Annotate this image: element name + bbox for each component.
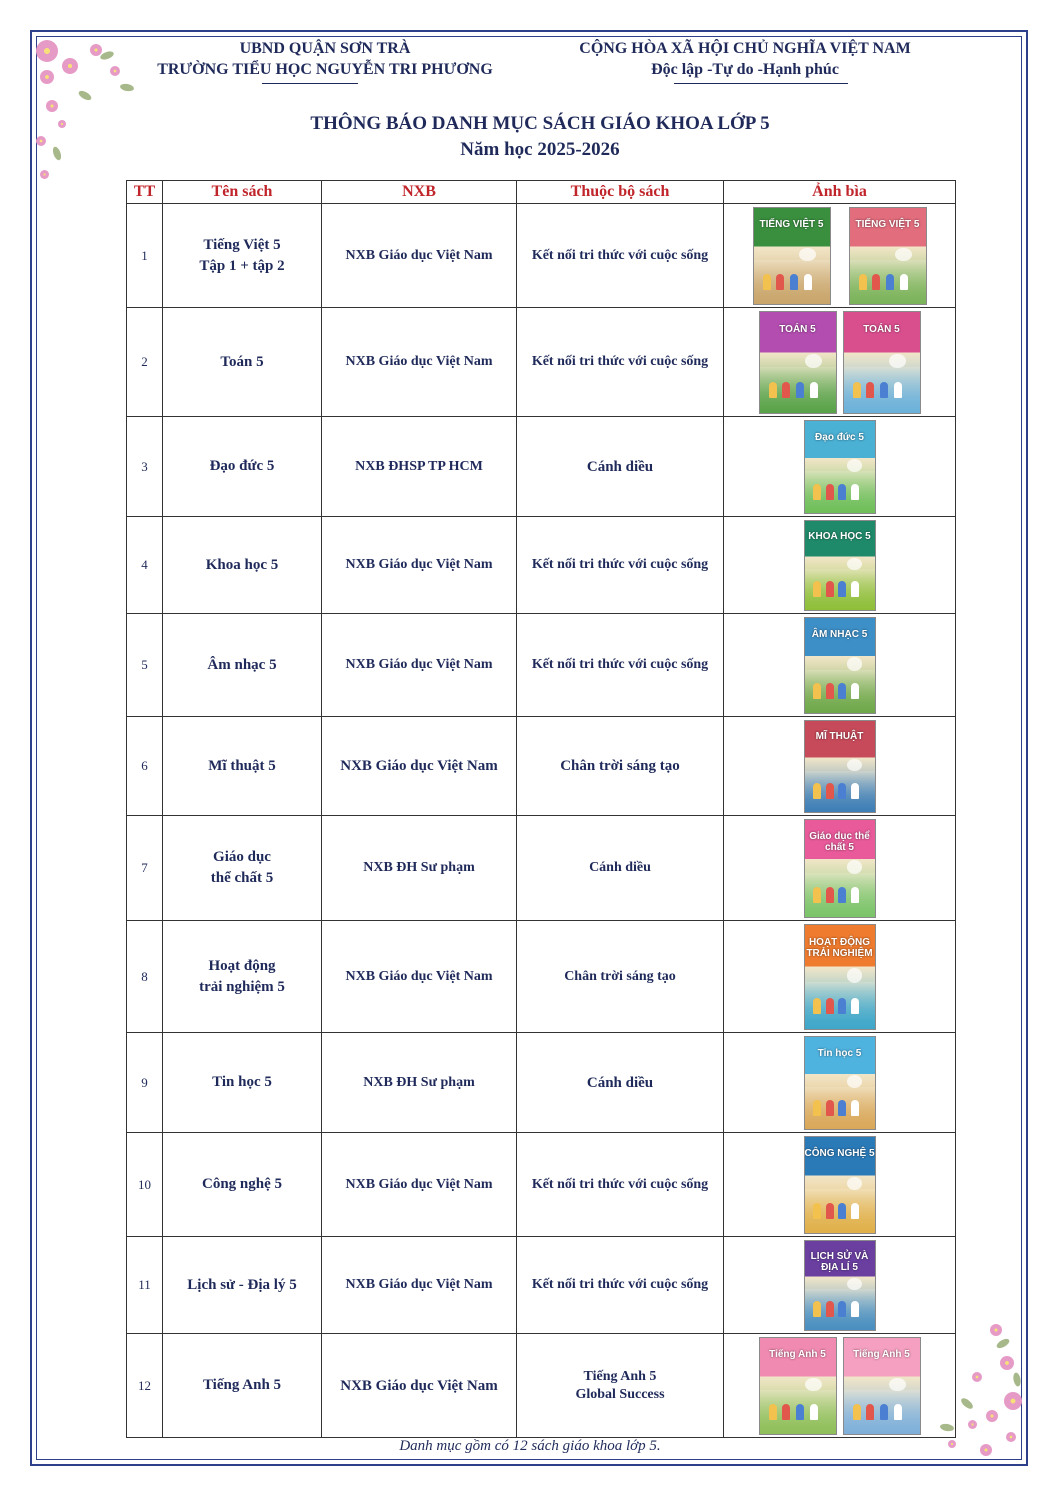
- book-cover-image: [843, 311, 921, 414]
- series-line: Chân trời sáng tạo: [564, 968, 676, 984]
- publisher-text: NXB Giáo dục Việt Nam: [345, 557, 493, 572]
- cover-figure: [796, 382, 804, 398]
- cover-cell: [724, 517, 956, 614]
- book-title-line: Lịch sử - Địa lý 5: [187, 1276, 297, 1293]
- cover-cell: [724, 717, 956, 816]
- cover-figure: [851, 484, 859, 500]
- cover-cell: [724, 816, 956, 921]
- series-line: Tiếng Anh 5: [583, 1368, 657, 1384]
- cover-figure: [838, 484, 846, 500]
- cover-sun-shape: [847, 968, 862, 983]
- book-title-line: Tiếng Việt 5: [203, 236, 281, 253]
- cover-images: [728, 1136, 951, 1234]
- cover-figure: [804, 274, 812, 290]
- cover-images: [728, 520, 951, 611]
- flower-shape: [62, 58, 78, 74]
- cover-figure: [851, 998, 859, 1014]
- table-header-row: [127, 181, 956, 204]
- table-row: [127, 921, 956, 1033]
- book-title: [163, 517, 322, 614]
- column-header-name: Tên sách: [163, 181, 322, 204]
- cover-figure: [826, 683, 834, 699]
- cover-sun-shape: [895, 248, 912, 261]
- publisher-text: NXB Giáo dục Việt Nam: [340, 1377, 498, 1394]
- cover-figure: [769, 1404, 777, 1420]
- row-number-text: 1: [141, 247, 148, 263]
- book-title: [163, 717, 322, 816]
- series-line: Kết nối tri thức với cuộc sống: [531, 657, 709, 672]
- cover-figure: [813, 484, 821, 500]
- school-year: Năm học 2025-2026: [460, 139, 620, 160]
- cover-figure: [826, 1203, 834, 1219]
- cover-figure: [838, 1100, 846, 1116]
- flower-shape: [58, 120, 66, 128]
- cover-images: [728, 1036, 951, 1130]
- cover-images: [728, 1337, 951, 1435]
- cover-figure: [796, 1404, 804, 1420]
- cover-title: KHOA HỌC 5: [808, 531, 871, 543]
- row-number-text: 5: [141, 657, 148, 672]
- textbook-table: [126, 180, 956, 1438]
- book-series: [517, 517, 724, 614]
- row-number-text: 6: [141, 758, 148, 773]
- table-row: [127, 417, 956, 517]
- cover-images: [728, 1240, 951, 1331]
- cover-cell: [724, 308, 956, 417]
- flower-shape: [36, 40, 58, 62]
- book-cover-image: [753, 207, 831, 305]
- cover-figure: [826, 1301, 834, 1317]
- column-header-cover: Ảnh bìa: [724, 181, 956, 204]
- publisher-text: NXB Giáo dục Việt Nam: [345, 354, 493, 369]
- cover-figure: [826, 887, 834, 903]
- book-title: [163, 614, 322, 717]
- row-number: [127, 1033, 163, 1133]
- cover-cell: [724, 1033, 956, 1133]
- publisher: [322, 417, 517, 517]
- cover-title: LỊCH SỬ VÀ ĐỊA LÍ 5: [810, 1251, 869, 1274]
- cover-images: [728, 720, 951, 813]
- row-number-text: 11: [138, 1277, 151, 1292]
- row-number: [127, 417, 163, 517]
- publisher: [322, 1334, 517, 1438]
- book-series: [517, 614, 724, 717]
- publisher-text: NXB Giáo dục Việt Nam: [345, 1176, 493, 1192]
- cover-images: [728, 924, 951, 1030]
- book-title-line: thể chất 5: [210, 870, 274, 886]
- header-right: [560, 38, 930, 80]
- cover-title: TOÁN 5: [779, 323, 816, 335]
- header-right-underline: [674, 83, 848, 84]
- book-series: [517, 1133, 724, 1237]
- book-title-line: Toán 5: [220, 353, 264, 370]
- cover-figure: [810, 382, 818, 398]
- book-title: [163, 1334, 322, 1438]
- cover-title: MĨ THUẬT: [815, 731, 864, 743]
- cover-title: Tin học 5: [817, 1047, 862, 1059]
- row-number: [127, 614, 163, 717]
- cover-figure: [880, 1404, 888, 1420]
- cover-sun-shape: [847, 1075, 862, 1088]
- book-title-line: Hoạt động: [208, 957, 276, 974]
- book-series: [517, 921, 724, 1033]
- cover-images: [728, 311, 951, 414]
- flower-shape: [986, 1410, 998, 1422]
- cover-title: CÔNG NGHỆ 5: [804, 1148, 875, 1160]
- cover-sun-shape: [889, 1378, 906, 1391]
- publisher: [322, 717, 517, 816]
- cover-figure: [900, 274, 908, 290]
- book-cover-image: [759, 1337, 837, 1435]
- header-left: [140, 38, 510, 80]
- book-title-line: Mĩ thuật 5: [208, 757, 276, 774]
- cover-title: Đạo đức 5: [815, 431, 864, 443]
- book-cover-image: [804, 1240, 876, 1331]
- book-cover-image: [804, 420, 876, 514]
- row-number-text: 8: [141, 968, 148, 984]
- cover-sun-shape: [805, 354, 822, 368]
- cover-figure: [826, 484, 834, 500]
- cover-figure: [790, 274, 798, 290]
- cover-figure: [826, 1100, 834, 1116]
- row-number-text: 10: [138, 1176, 151, 1192]
- row-number-text: 7: [141, 860, 148, 875]
- table-row: [127, 614, 956, 717]
- book-title: [163, 204, 322, 308]
- publisher: [322, 308, 517, 417]
- cover-cell: [724, 1334, 956, 1438]
- column-header-publisher: NXB: [322, 181, 517, 204]
- table-row: [127, 1133, 956, 1237]
- cover-figure: [851, 1203, 859, 1219]
- flower-shape: [1004, 1392, 1022, 1410]
- flower-shape: [46, 100, 58, 112]
- country-name: CỘNG HÒA XÃ HỘI CHỦ NGHĨA VIỆT NAM: [579, 40, 911, 57]
- book-series: [517, 816, 724, 921]
- publisher-text: NXB Giáo dục Việt Nam: [345, 247, 493, 263]
- book-title: [163, 816, 322, 921]
- cover-figure: [776, 274, 784, 290]
- book-title: [163, 1133, 322, 1237]
- book-title-line: Tập 1 + tập 2: [199, 257, 285, 274]
- table-row: [127, 816, 956, 921]
- book-title-line: Đạo đức 5: [209, 458, 275, 474]
- flower-shape: [40, 70, 54, 84]
- column-header-tt: TT: [127, 181, 163, 204]
- row-number-text: 9: [141, 1074, 148, 1090]
- cover-figure: [763, 274, 771, 290]
- book-title-line: Công nghệ 5: [201, 1176, 283, 1192]
- table-row: [127, 1237, 956, 1334]
- footnote: Danh mục gồm có 12 sách giáo khoa lớp 5.: [399, 1438, 661, 1454]
- series-line: Kết nối tri thức với cuộc sống: [531, 1176, 709, 1192]
- book-cover-image: [849, 207, 927, 305]
- cover-figure: [838, 1301, 846, 1317]
- book-cover-image: [759, 311, 837, 414]
- cover-sun-shape: [847, 558, 862, 570]
- cover-figure: [866, 1404, 874, 1420]
- cover-figure: [894, 382, 902, 398]
- flower-shape: [990, 1324, 1002, 1336]
- publisher: [322, 1033, 517, 1133]
- cover-figure: [826, 581, 834, 597]
- flower-shape: [972, 1372, 982, 1382]
- book-cover-image: [804, 924, 876, 1030]
- series-line: Kết nối tri thức với cuộc sống: [531, 1277, 709, 1292]
- row-number-text: 4: [141, 557, 148, 572]
- publisher: [322, 614, 517, 717]
- book-title-line: Âm nhạc 5: [207, 656, 277, 673]
- row-number: [127, 921, 163, 1033]
- cover-figure: [851, 887, 859, 903]
- row-number: [127, 308, 163, 417]
- publisher-text: NXB Giáo dục Việt Nam: [345, 1277, 493, 1292]
- cover-figure: [894, 1404, 902, 1420]
- cover-cell: [724, 1237, 956, 1334]
- book-cover-image: [804, 1136, 876, 1234]
- cover-sun-shape: [847, 1278, 862, 1290]
- authority-name: UBND QUẬN SƠN TRÀ: [239, 40, 411, 57]
- book-title-line: Tin học 5: [212, 1074, 272, 1090]
- cover-title: ÂM NHẠC 5: [811, 628, 868, 640]
- publisher: [322, 921, 517, 1033]
- row-number: [127, 717, 163, 816]
- cover-cell: [724, 204, 956, 308]
- cover-sun-shape: [889, 354, 906, 368]
- cover-sun-shape: [805, 1378, 822, 1391]
- table-row: [127, 1033, 956, 1133]
- cover-cell: [724, 614, 956, 717]
- book-title-line: trải nghiệm 5: [199, 978, 285, 995]
- cover-figure: [838, 1203, 846, 1219]
- book-title: [163, 417, 322, 517]
- book-cover-image: [804, 720, 876, 813]
- cover-sun-shape: [847, 657, 862, 670]
- cover-figure: [813, 683, 821, 699]
- cover-images: [728, 819, 951, 918]
- cover-sun-shape: [847, 759, 862, 772]
- cover-figure: [782, 382, 790, 398]
- cover-figure: [813, 1203, 821, 1219]
- series-line: Cánh diều: [586, 458, 654, 475]
- book-title-line: Giáo dục: [213, 849, 271, 865]
- table-row: [127, 517, 956, 614]
- cover-figure: [838, 998, 846, 1014]
- book-title-line: Khoa học 5: [205, 556, 279, 573]
- cover-figure: [826, 783, 834, 799]
- cover-figure: [769, 382, 777, 398]
- cover-figure: [838, 683, 846, 699]
- table-row: [127, 308, 956, 417]
- publisher: [322, 204, 517, 308]
- row-number: [127, 1133, 163, 1237]
- book-title: [163, 1237, 322, 1334]
- cover-title: TOÁN 5: [863, 323, 900, 335]
- cover-figure: [886, 274, 894, 290]
- publisher-text: NXB Giáo dục Việt Nam: [340, 758, 498, 774]
- cover-figure: [851, 783, 859, 799]
- cover-images: [728, 207, 951, 305]
- series-line: Kết nối tri thức với cuộc sống: [531, 247, 709, 263]
- row-number-text: 12: [138, 1377, 151, 1393]
- cover-figure: [880, 382, 888, 398]
- book-cover-image: [804, 1036, 876, 1130]
- book-title-line: Tiếng Anh 5: [202, 1377, 282, 1393]
- publisher-text: NXB Giáo dục Việt Nam: [345, 968, 493, 984]
- cover-title: TIẾNG VIỆT 5: [855, 219, 920, 231]
- cover-figure: [813, 1100, 821, 1116]
- flower-shape: [1000, 1356, 1014, 1370]
- cover-title: Tiếng Anh 5: [853, 1349, 910, 1361]
- row-number-text: 2: [141, 354, 148, 369]
- cover-figure: [782, 1404, 790, 1420]
- header-left-underline: [262, 83, 358, 84]
- cover-figure: [813, 581, 821, 597]
- series-line: Global Success: [575, 1386, 665, 1402]
- row-number: [127, 1334, 163, 1438]
- row-number: [127, 204, 163, 308]
- book-cover-image: [804, 520, 876, 611]
- cover-title: Giáo dục thể chất 5: [809, 831, 870, 854]
- publisher: [322, 1133, 517, 1237]
- publisher: [322, 816, 517, 921]
- page-title: THÔNG BÁO DANH MỤC SÁCH GIÁO KHOA LỚP 5: [310, 113, 770, 134]
- cover-sun-shape: [847, 1177, 862, 1190]
- cover-title: HOẠT ĐỘNG TRẢI NGHIỆM: [806, 936, 873, 959]
- book-series: [517, 1237, 724, 1334]
- cover-cell: [724, 417, 956, 517]
- cover-images: [728, 420, 951, 514]
- publisher-text: NXB Giáo dục Việt Nam: [345, 657, 493, 672]
- series-line: Chân trời sáng tạo: [560, 758, 680, 774]
- flower-shape: [110, 66, 120, 76]
- series-line: Cánh diều: [589, 860, 651, 875]
- publisher: [322, 517, 517, 614]
- book-title: [163, 1033, 322, 1133]
- cover-figure: [851, 683, 859, 699]
- book-title: [163, 308, 322, 417]
- cover-sun-shape: [847, 459, 862, 472]
- book-cover-image: [804, 819, 876, 918]
- row-number: [127, 816, 163, 921]
- flower-shape: [968, 1420, 977, 1429]
- cover-figure: [853, 382, 861, 398]
- publisher: [322, 1237, 517, 1334]
- book-series: [517, 308, 724, 417]
- book-cover-image: [804, 617, 876, 714]
- table-row: [127, 1334, 956, 1438]
- cover-figure: [813, 783, 821, 799]
- cover-figure: [851, 581, 859, 597]
- publisher-text: NXB ĐH Sư phạm: [363, 1074, 475, 1090]
- cover-figure: [813, 998, 821, 1014]
- cover-figure: [838, 581, 846, 597]
- cover-cell: [724, 921, 956, 1033]
- cover-title: TIẾNG VIỆT 5: [759, 219, 824, 231]
- book-title: [163, 921, 322, 1033]
- cover-figure: [853, 1404, 861, 1420]
- series-line: Cánh diều: [586, 1074, 654, 1091]
- cover-figure: [872, 274, 880, 290]
- cover-figure: [813, 887, 821, 903]
- book-series: [517, 417, 724, 517]
- cover-title: Tiếng Anh 5: [769, 1349, 826, 1361]
- book-series: [517, 1334, 724, 1438]
- row-number: [127, 517, 163, 614]
- cover-sun-shape: [847, 860, 862, 874]
- series-line: Kết nối tri thức với cuộc sống: [531, 354, 709, 369]
- cover-figure: [866, 382, 874, 398]
- cover-cell: [724, 1133, 956, 1237]
- motto: Độc lập -Tự do -Hạnh phúc: [651, 61, 839, 78]
- book-series: [517, 717, 724, 816]
- publisher-text: NXB ĐHSP TP HCM: [355, 458, 483, 474]
- cover-images: [728, 617, 951, 714]
- book-series: [517, 204, 724, 308]
- cover-figure: [838, 887, 846, 903]
- cover-figure: [859, 274, 867, 290]
- book-series: [517, 1033, 724, 1133]
- publisher-text: NXB ĐH Sư phạm: [363, 860, 475, 875]
- cover-figure: [851, 1100, 859, 1116]
- row-number: [127, 1237, 163, 1334]
- cover-figure: [851, 1301, 859, 1317]
- cover-figure: [810, 1404, 818, 1420]
- cover-sun-shape: [799, 248, 816, 261]
- flower-shape: [36, 136, 46, 146]
- cover-figure: [813, 1301, 821, 1317]
- book-cover-image: [843, 1337, 921, 1435]
- table-row: [127, 204, 956, 308]
- row-number-text: 3: [141, 458, 148, 474]
- series-line: Kết nối tri thức với cuộc sống: [531, 557, 709, 572]
- flower-shape: [40, 170, 49, 179]
- cover-figure: [826, 998, 834, 1014]
- column-header-series: Thuộc bộ sách: [517, 181, 724, 204]
- school-name: TRƯỜNG TIỂU HỌC NGUYỄN TRI PHƯƠNG: [157, 61, 493, 78]
- cover-figure: [838, 783, 846, 799]
- table-row: [127, 717, 956, 816]
